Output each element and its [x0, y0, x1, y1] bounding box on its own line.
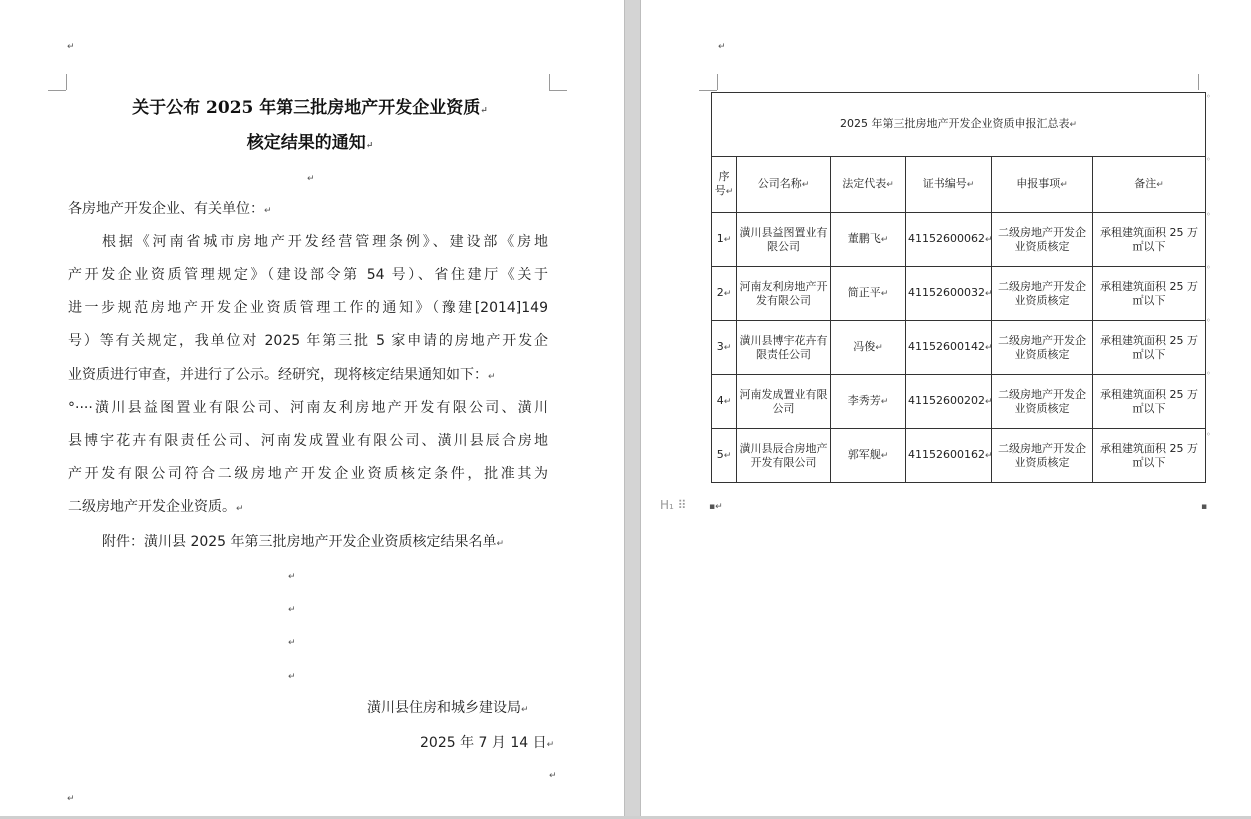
- table-title[interactable]: 2025 年第三批房地产开发企业资质申报汇总表↵: [712, 93, 1206, 157]
- header-company[interactable]: 公司名称↵: [737, 157, 831, 213]
- cell-representative[interactable]: 董鹏飞↵: [831, 213, 906, 267]
- body-paragraph-line: 县博宇花卉有限责任公司、河南发成置业有限公司、潢川县辰合房地: [68, 433, 548, 449]
- paragraph-mark: ↵: [718, 42, 726, 52]
- paragraph-mark: ↵: [67, 794, 75, 804]
- paragraph-mark: ▪: [1201, 502, 1208, 512]
- paragraph-mark: ↵: [288, 638, 296, 648]
- cell-application-item[interactable]: 二级房地产开发企业资质核定: [992, 213, 1093, 267]
- cell-certificate[interactable]: 41152600142↵: [906, 321, 992, 375]
- cell-application-item[interactable]: 二级房地产开发企业资质核定: [992, 375, 1093, 429]
- header-application-item[interactable]: 申报事项↵: [992, 157, 1093, 213]
- header-no[interactable]: 序号↵: [712, 157, 737, 213]
- cell-representative[interactable]: 简正平↵: [831, 267, 906, 321]
- body-paragraph-line: 产开发有限公司符合二级房地产开发企业资质核定条件，批准其为: [68, 466, 548, 482]
- cell-no[interactable]: 1↵: [712, 213, 737, 267]
- crop-mark: [717, 74, 718, 90]
- cell-application-item[interactable]: 二级房地产开发企业资质核定: [992, 321, 1093, 375]
- table-row: [712, 321, 1206, 375]
- crop-mark: [1198, 74, 1199, 90]
- paragraph-mark: ↵: [288, 605, 296, 615]
- cell-application-item[interactable]: 二级房地产开发企业资质核定: [992, 429, 1093, 483]
- cell-company[interactable]: 潢川县博宇花卉有限责任公司: [737, 321, 831, 375]
- header-representative[interactable]: 法定代表↵: [831, 157, 906, 213]
- cell-representative[interactable]: 郭军舰↵: [831, 429, 906, 483]
- header-certificate[interactable]: 证书编号↵: [906, 157, 992, 213]
- cell-representative[interactable]: 李秀芳↵: [831, 375, 906, 429]
- cell-note[interactable]: 承租建筑面积 25 万㎡以下: [1093, 213, 1206, 267]
- cell-representative[interactable]: 冯俊↵: [831, 321, 906, 375]
- signature-date: 2025 年 7 月 14 日↵: [420, 735, 555, 751]
- paragraph-mark: ↵: [288, 672, 296, 682]
- table-row: [712, 213, 1206, 267]
- cell-note[interactable]: 承租建筑面积 25 万㎡以下: [1093, 429, 1206, 483]
- signature-organization: 潢川县住房和城乡建设局↵: [367, 700, 529, 716]
- cell-no[interactable]: 2↵: [712, 267, 737, 321]
- paragraph-mark: ↵: [67, 42, 75, 52]
- body-paragraph-line: 根据《河南省城市房地产开发经营管理条例》、建设部《房地: [102, 234, 548, 250]
- body-paragraph-line: 二级房地产开发企业资质。↵: [68, 499, 244, 515]
- table-move-handle-icon[interactable]: H₁ ⠿: [660, 498, 687, 512]
- cell-certificate[interactable]: 41152600032↵: [906, 267, 992, 321]
- crop-mark: [66, 74, 67, 90]
- table-row: [712, 429, 1206, 483]
- body-paragraph-line: °····潢川县益图置业有限公司、河南友利房地产开发有限公司、潢川: [68, 400, 548, 416]
- paragraph-mark: ↵: [288, 572, 296, 582]
- row-end-mark: ◦: [1206, 210, 1211, 219]
- cell-certificate[interactable]: 41152600062↵: [906, 213, 992, 267]
- cell-company[interactable]: 潢川县益图置业有限公司: [737, 213, 831, 267]
- crop-mark: [699, 90, 717, 91]
- document-page-left[interactable]: [0, 0, 624, 819]
- body-paragraph-line: 业资质进行审查，并进行了公示。经研究，现将核定结果通知如下：↵: [68, 367, 496, 383]
- row-end-mark: ◦: [1206, 263, 1211, 272]
- body-paragraph-line: 进一步规范房地产开发企业资质管理工作的通知》（豫建[2014]149: [68, 300, 548, 316]
- cell-certificate[interactable]: 41152600162↵: [906, 429, 992, 483]
- page-gutter: [624, 0, 641, 819]
- attachment-line: 附件：潢川县 2025 年第三批房地产开发企业资质核定结果名单↵: [102, 534, 505, 550]
- crop-mark: [48, 90, 66, 91]
- document-title-line1: 关于公布 2025 年第三批房地产开发企业资质↵: [132, 98, 488, 118]
- row-end-mark: ◦: [1206, 92, 1211, 101]
- paragraph-mark: ↵: [307, 174, 315, 184]
- crop-mark: [549, 90, 567, 91]
- cell-company[interactable]: 潢川县辰合房地产开发有限公司: [737, 429, 831, 483]
- paragraph-mark: ↵: [549, 771, 557, 781]
- cell-certificate[interactable]: 41152600202↵: [906, 375, 992, 429]
- table-row: [712, 267, 1206, 321]
- cell-note[interactable]: 承租建筑面积 25 万㎡以下: [1093, 321, 1206, 375]
- table-row: [712, 375, 1206, 429]
- cell-note[interactable]: 承租建筑面积 25 万㎡以下: [1093, 267, 1206, 321]
- document-title-line2: 核定结果的通知↵: [246, 133, 374, 153]
- crop-mark: [549, 74, 550, 90]
- header-note[interactable]: 备注↵: [1093, 157, 1206, 213]
- row-end-mark: ◦: [1206, 155, 1211, 164]
- row-end-mark: ◦: [1206, 316, 1211, 325]
- row-end-mark: ◦: [1206, 369, 1211, 378]
- cell-company[interactable]: 河南友利房地产开发有限公司: [737, 267, 831, 321]
- paragraph-mark: ▪↵: [709, 502, 723, 512]
- cell-note[interactable]: 承租建筑面积 25 万㎡以下: [1093, 375, 1206, 429]
- row-end-mark: ◦: [1206, 430, 1211, 439]
- cell-no[interactable]: 4↵: [712, 375, 737, 429]
- cell-no[interactable]: 3↵: [712, 321, 737, 375]
- summary-table[interactable]: [711, 92, 1206, 483]
- cell-company[interactable]: 河南发成置业有限公司: [737, 375, 831, 429]
- body-paragraph-line: 号）等有关规定，我单位对 2025 年第三批 5 家申请的房地产开发企: [68, 333, 548, 349]
- cell-application-item[interactable]: 二级房地产开发企业资质核定: [992, 267, 1093, 321]
- salutation: 各房地产开发企业、有关单位：↵: [68, 201, 272, 217]
- table-header-row: [712, 157, 1206, 213]
- cell-no[interactable]: 5↵: [712, 429, 737, 483]
- body-paragraph-line: 产开发企业资质管理规定》（建设部令第 54 号）、省住建厅《关于: [68, 267, 548, 283]
